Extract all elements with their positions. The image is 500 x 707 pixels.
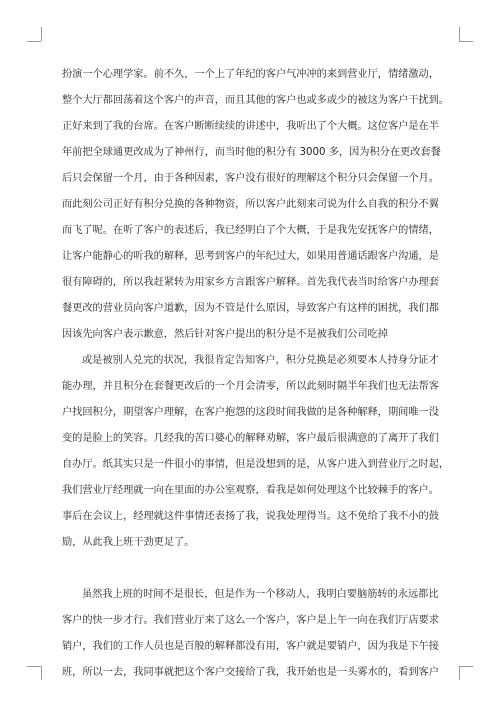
- text-line: 我们营业厅经理就一向在里面的办公室观察，看我是如何处理这个比较棘手的客户。: [62, 485, 439, 496]
- text-line: 客户的快一步才行。我们营业厅来了这么一个客户，客户是上午一向在我们厅店要求: [62, 615, 439, 626]
- text-line: 能办理，并且积分在套餐更改后的一个月会清零，所以此刻时隔半年我们也无法帮客: [62, 381, 439, 392]
- text-line: 变的是脸上的笑容。几经我的苦口婆心的解释劝解，客户最后很满意的了离开了我们: [62, 433, 439, 444]
- text-line: 自办厅。纸其实只是一件很小的事情，但是没想到的是，从客户进入到营业厅之时起，: [62, 459, 450, 470]
- text-line: 户找回积分，期望客户理解，在客户抱怨的这段时间我做的是各种解释，期间唯一没: [62, 407, 439, 418]
- text-line: 励，从此我上班干劲更足了。: [62, 537, 195, 548]
- text-line: 后只会保留一个月，由于各种因素，客户没有很好的理解这个积分只会保留一个月。: [62, 173, 439, 184]
- paragraph-first-line: 虽然我上班的时间不是很长，但是作为一个移动人，我明白要脑筋转的永远都比: [82, 589, 439, 600]
- text-line: 而此刻公司正好有积分兑换的各种物资，所以客户此刻来司说为什么自我的积分不翼: [62, 199, 439, 210]
- text-line: 销户，我们的工作人员也是百般的解释都没有用，客户就是要销户，因为我是下午接: [62, 641, 439, 652]
- text-line: 而飞了呢。在听了客户的表述后，我已经明白了个大概，于是我先安抚客户的情绪，: [62, 225, 439, 236]
- text-line: 班，所以一去，我同事就把这个客户交接给了我，我开始也是一头雾水的，看到客户: [62, 667, 439, 678]
- paragraph-first-line: 或是被别人兑完的状况，我很肯定告知客户，积分兑换是必须要本人持身分证才: [82, 355, 439, 366]
- text-line: 年前把全球通更改成为了神州行，而当时他的积分有 3000 多，因为积分在更改套餐: [62, 147, 441, 158]
- text-line: 正好来到了我的台席。在客户断断续续的讲述中，我听出了个大概。这位客户是在半: [62, 121, 439, 132]
- text-line: 让客户能静心的听我的解释，思考到客户的年纪过大，如果用普通话跟客户沟通，是: [62, 251, 439, 262]
- text-line: 扮演一个心理学家。前不久，一个上了年纪的客户气冲冲的来到营业厅，情绪激动，: [62, 69, 439, 80]
- text-line: 因该先向客户表示歉意，然后针对客户提出的积分是不是被我们公司吃掉: [62, 329, 388, 340]
- text-line: 整个大厅都回荡着这个客户的声音，而且其他的客户也或多或少的被这为客户干扰到。: [62, 95, 450, 106]
- text-line: 很有障碍的，所以我赶紧转为用家乡方言跟客户解释。首先我代表当时给客户办理套: [62, 277, 439, 288]
- text-line: 餐更改的营业员向客户道歉，因为不管是什么原因，导致客户有这样的困扰，我们都: [62, 303, 439, 314]
- text-line: 事后在会议上，经理就这件事情还表扬了我，说我处理得当。这不免给了我不小的鼓: [62, 511, 439, 522]
- document-body: [62, 62, 452, 686]
- blank-line: [62, 556, 452, 582]
